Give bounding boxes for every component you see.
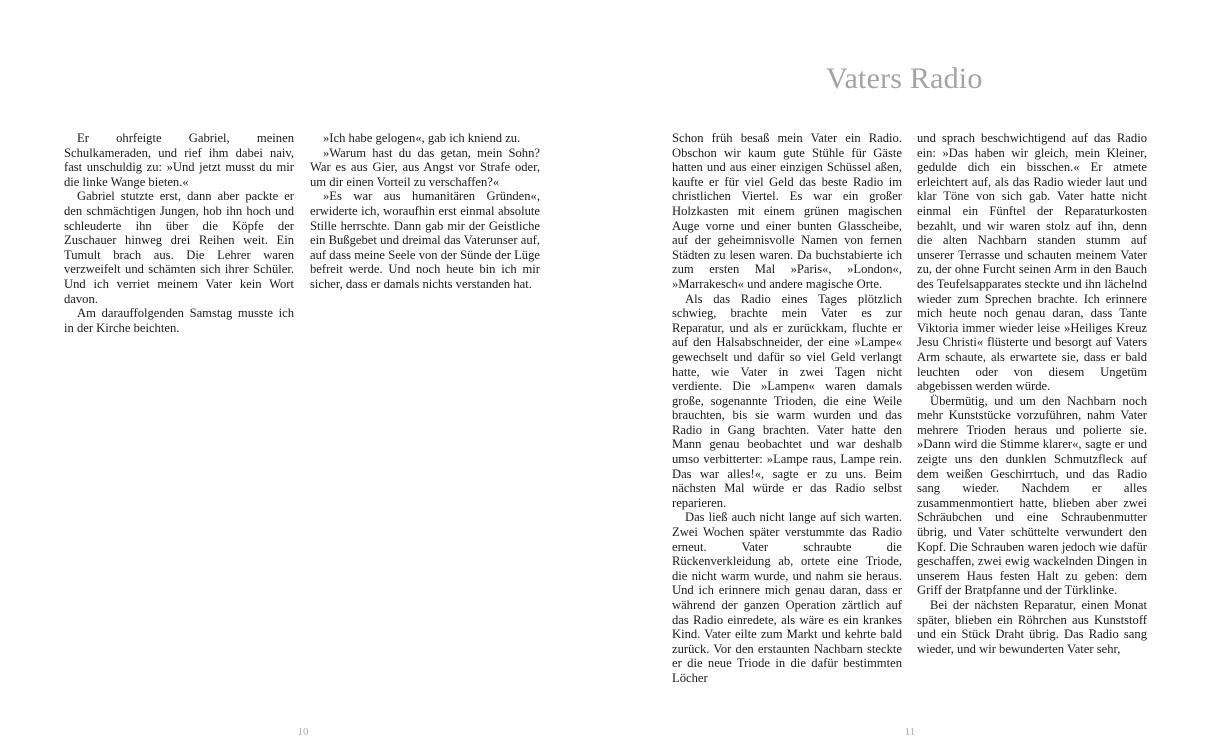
paragraph: Er ohrfeigte Gabriel, meinen Schulkameraden, und rief ihm dabei naiv, fast unschuldig zu: »Und jetzt musst du mir die linke Wange bieten.« [64, 131, 294, 189]
page-number-right: 11 [904, 726, 916, 738]
paragraph: Bei der nächsten Reparatur, einen Monat später, blieben ein Röhrchen aus Kunststoff und ein Stück Draht übrig. Das Radio sang wieder, und wir bewunderten Vater sehr, [917, 598, 1147, 656]
paragraph: Das ließ auch nicht lange auf sich warten. Zwei Wochen später verstummte das Radio erneut. Vater schraubte die Rückenverkleidung ab, ortete eine Triode, die nicht warm wurde, und nahm sie heraus. Und ich erinnere mich genau daran, dass er während der ganzen Operation zärtlich auf das Radio einredete, als wäre es ein krankes Kind. Vater eilte zum Markt und kehrte bald zurück. Vor den erstaunten Nachbarn steckte er die neue Triode in die dafür bestimmten Löcher [672, 510, 902, 685]
right-page-column-1 [672, 131, 902, 686]
paragraph: und sprach beschwichtigend auf das Radio ein: »Das haben wir gleich, mein Kleiner, gedulde dich ein bisschen.« Er atmete erleichtert auf, als das Radio wieder laut und klar Töne von sich gab. Vater hatte nicht einmal ein Fünftel der Reparaturkosten bezahlt, und wir waren stolz auf ihn, denn die alten Nachbarn standen stumm auf unserer Terrasse und schauten meinem Vater zu, der ohne Furcht seinen Arm in den Bauch des Teufelsapparates steckte und ihn lächelnd wieder zum Sprechen brachte. Ich erinnere mich heute noch genau daran, dass Tante Viktoria immer wieder leise »Heiliges Kreuz Jesu Christi« flüsterte und besorgt auf Vaters Arm schaute, als erwartete sie, dass er bald leuchten oder von diesem Ungetüm abgebissen werden würde. [917, 131, 1147, 394]
paragraph: »Es war aus humanitären Gründen«, erwiderte ich, woraufhin erst einmal absolute Stille herrschte. Dann gab mir der Geistliche ein Bußgebet und dreimal das Vaterunser auf, auf dass meine Seele von der Sünde der Lüge befreit werde. Und noch heute bin ich mir sicher, dass er damals nichts verstanden hat. [310, 189, 540, 291]
page-number-left: 10 [297, 726, 309, 738]
chapter-title: Vaters Radio [826, 62, 983, 95]
right-page [606, 0, 1212, 755]
left-page-column-1 [64, 131, 294, 335]
paragraph: »Warum hast du das getan, mein Sohn? War es aus Gier, aus Angst vor Strafe oder, um dir einen Vorteil zu verschaffen?« [310, 145, 540, 189]
paragraph: Übermütig, und um den Nachbarn noch mehr Kunststücke vorzuführen, nahm Vater mehrere Trioden heraus und polierte sie. »Dann wird die Stimme klarer«, sagte er und zeigte uns den dunklen Schmutzfleck auf dem weißen Geschirrtuch, und das Radio sang wieder. Nachdem er alles zusammenmontiert hatte, blieben aber zwei Schräubchen und eine Schraubenmutter übrig, und Vater schüttelte verwundert den Kopf. Die Schrauben waren jedoch wie dafür geschaffen, zwei ewig wackelnden Dingen in unserem Haus festen Halt zu geben: dem Griff der Bratpfanne und der Türklinke. [917, 393, 1147, 598]
right-page-column-2 [917, 131, 1147, 656]
paragraph: Als das Radio eines Tages plötzlich schwieg, brachte mein Vater es zur Reparatur, und als er zurückkam, fluchte er auf den Halsabschneider, der eine »Lampe« gewechselt und dafür so viel Geld verlangt hatte, wie Vater in zwei Tagen nicht verdiente. Die »Lampen« waren damals große, sogenannte Trioden, die eine Weile brauchten, bis sie warm wurden und das Radio in Gang brachten. Vater hatte den Mann genau beobachtet und war deshalb umso verbitterter: »Lampe raus, Lampe rein. Das war alles!«, sagte er zu uns. Beim nächsten Mal würde er das Radio selbst reparieren. [672, 291, 902, 510]
paragraph: »Ich habe gelogen«, gab ich kniend zu. [323, 131, 521, 145]
paragraph: Schon früh besaß mein Vater ein Radio. Obschon wir kaum gute Stühle für Gäste hatten und aus einer einzigen Schüssel aßen, kaufte er für viel Geld das beste Radio im christlichen Viertel. Es war ein großer Holzkasten mit einem grünen magischen Auge vorne und einer bunten Glasscheibe, auf der geheimnisvolle Namen von fernen Städten zu lesen waren. Da buchstabierte ich zum ersten Mal »Paris«, »London«, »Marrakesch« und andere magische Orte. [672, 131, 902, 291]
paragraph: Gabriel stutzte erst, dann aber packte er den schmächtigen Jungen, hob ihn hoch und schleuderte ihn über die Köpfe der Zuschauer hinweg drei Reihen weit. Ein Tumult brach aus. Die Lehrer waren verzweifelt und schämten sich ihrer Schüler. Und ich verriet meinem Vater kein Wort davon. [64, 189, 294, 306]
paragraph: Am darauffolgenden Samstag musste ich in der Kirche beichten. [64, 306, 294, 335]
left-page-column-2 [310, 131, 540, 292]
